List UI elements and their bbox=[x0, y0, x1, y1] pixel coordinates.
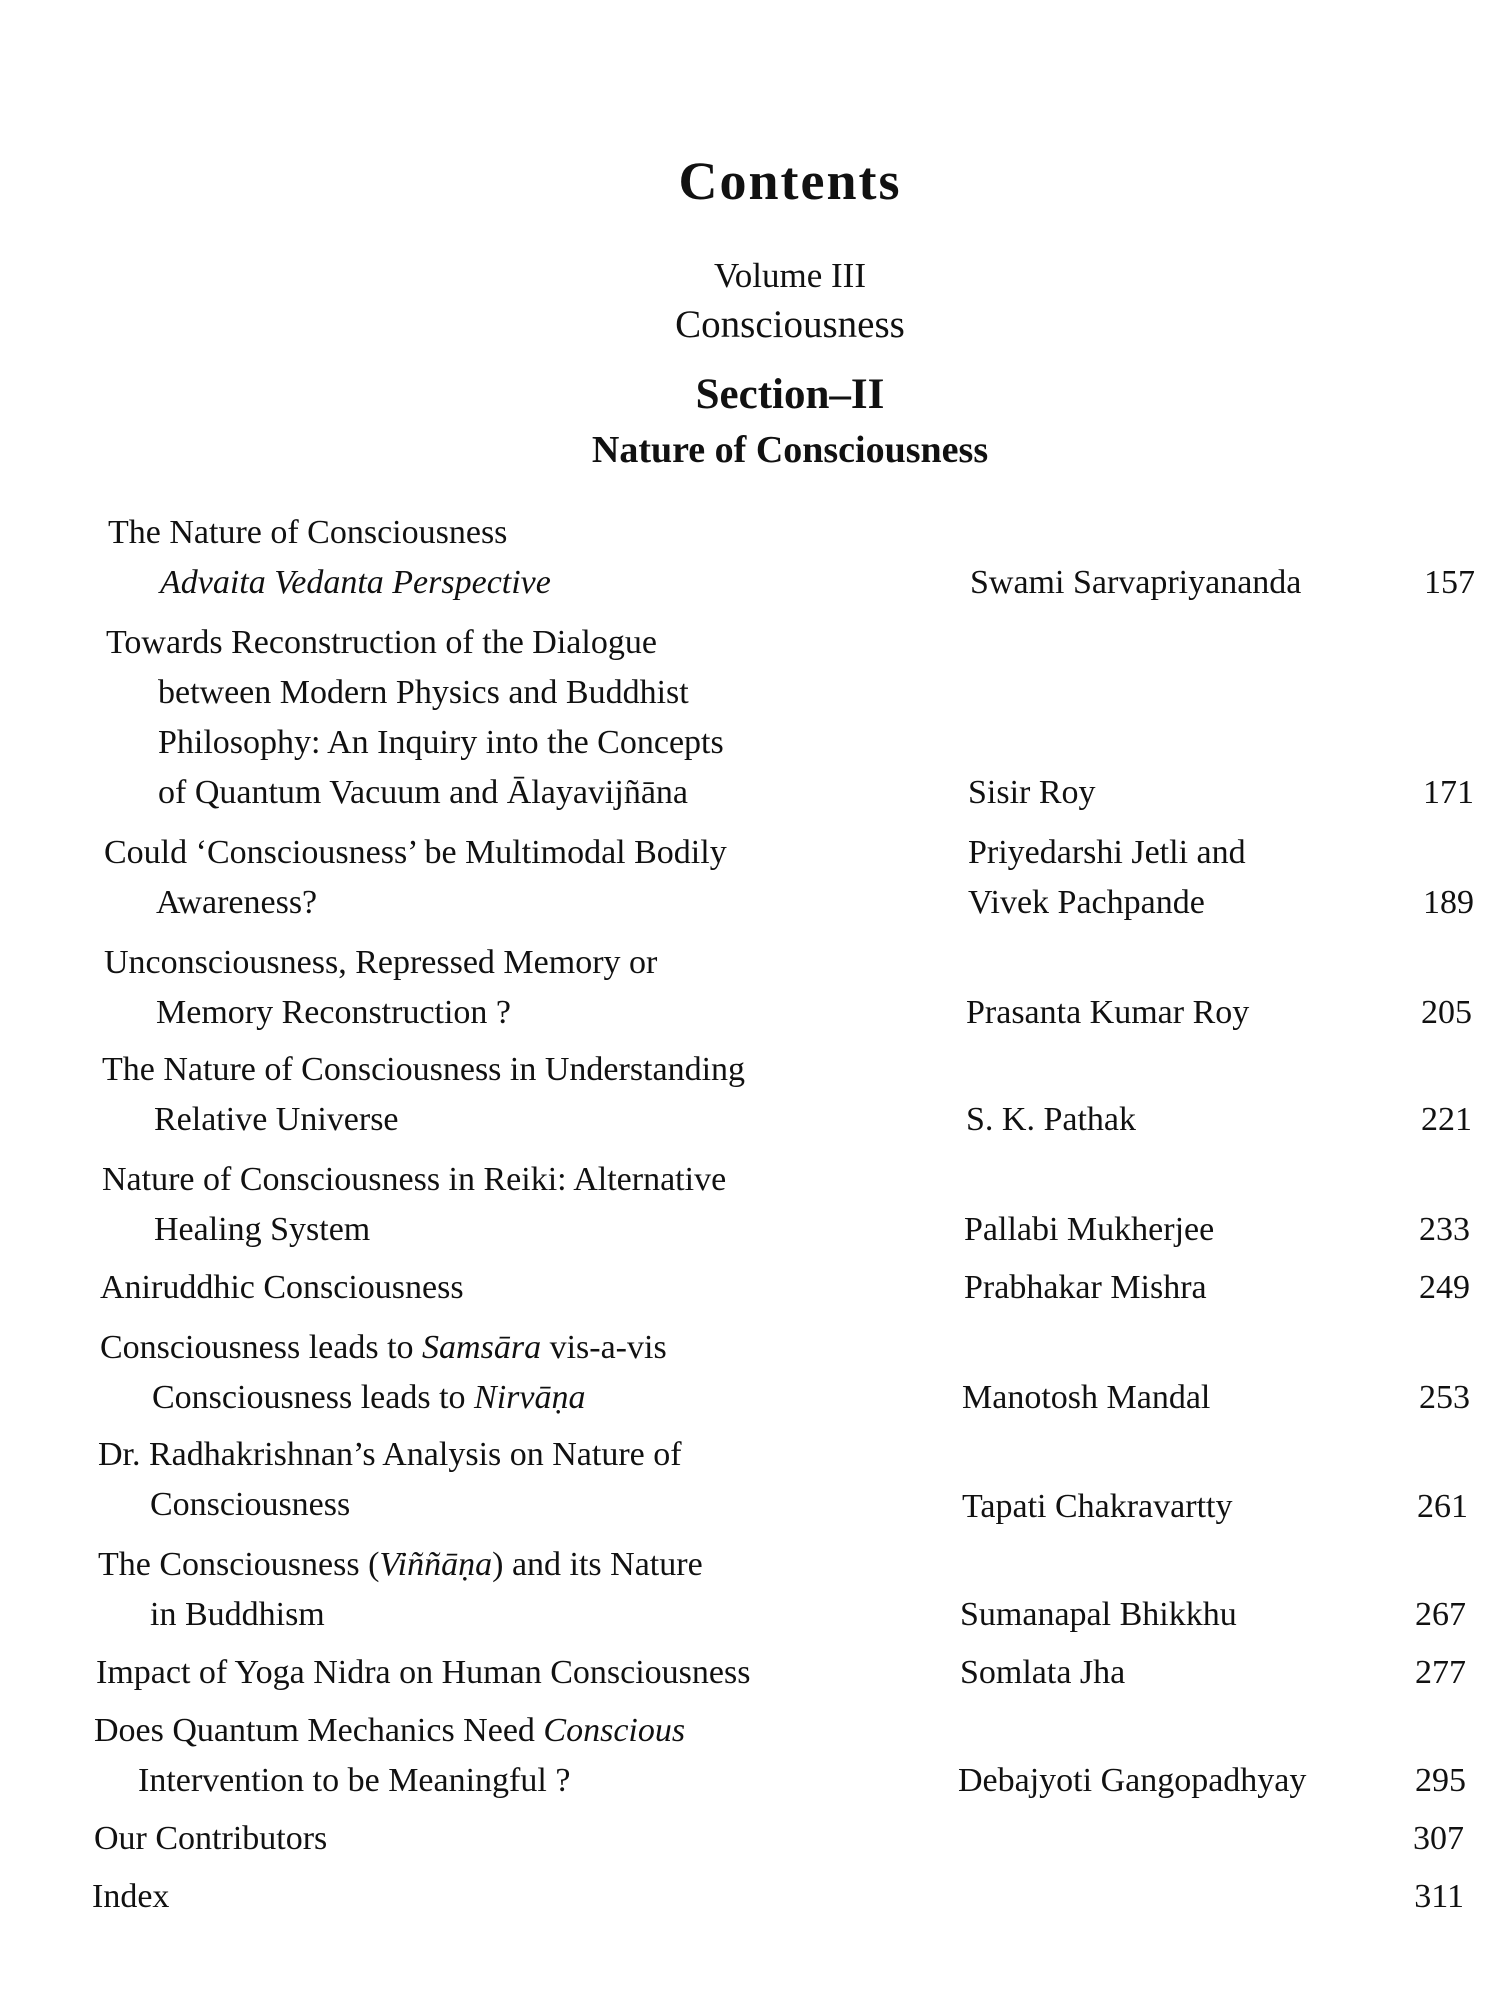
entry-author: Pallabi Mukherjee bbox=[964, 1211, 1215, 1248]
entry-page-number: 267 bbox=[1415, 1596, 1466, 1633]
entry-title-line: Advaita Vedanta Perspective bbox=[160, 564, 551, 601]
page-title: Contents bbox=[678, 151, 902, 211]
entry-author: Swami Sarvapriyananda bbox=[970, 564, 1302, 601]
entry-page-number: 171 bbox=[1423, 774, 1474, 811]
entry-title-line: of Quantum Vacuum and Ālayavijñāna bbox=[158, 774, 689, 811]
entry-page-number: 189 bbox=[1423, 884, 1474, 921]
entry-page-number: 261 bbox=[1417, 1488, 1468, 1525]
entry-title-line: The Nature of Consciousness bbox=[108, 514, 508, 551]
italic-term: Conscious bbox=[543, 1712, 686, 1749]
entry-title-line: Could ‘Consciousness’ be Multimodal Bodily bbox=[104, 834, 727, 871]
entry-title-line: Consciousness leads to Samsāra vis-a-vis bbox=[100, 1329, 667, 1366]
entry-title-line: Dr. Radhakrishnan’s Analysis on Nature of bbox=[98, 1436, 682, 1473]
entry-title-line: Memory Reconstruction ? bbox=[156, 994, 512, 1031]
italic-term: Nirvāṇa bbox=[474, 1379, 586, 1416]
entry-title-line: Intervention to be Meaningful ? bbox=[138, 1762, 571, 1799]
volume-subject: Consciousness bbox=[675, 303, 905, 346]
entry-page-number: 249 bbox=[1419, 1269, 1470, 1306]
entry-page-number: 295 bbox=[1415, 1762, 1466, 1799]
entry-title-line: Index bbox=[92, 1878, 170, 1915]
entry-author: Vivek Pachpande bbox=[968, 884, 1205, 921]
entry-title-line: Consciousness leads to Nirvāṇa bbox=[152, 1379, 586, 1416]
entry-page-number: 157 bbox=[1424, 564, 1475, 601]
section-label: Section–II bbox=[695, 371, 885, 418]
entry-page-number: 253 bbox=[1419, 1379, 1470, 1416]
entry-author: S. K. Pathak bbox=[966, 1101, 1136, 1138]
entry-page-number: 307 bbox=[1413, 1820, 1464, 1857]
entry-title-line: The Nature of Consciousness in Understanding bbox=[102, 1051, 746, 1088]
entry-title-line: Unconsciousness, Repressed Memory or bbox=[104, 944, 658, 981]
entry-title-line: between Modern Physics and Buddhist bbox=[158, 674, 689, 711]
entry-author: Tapati Chakravartty bbox=[962, 1488, 1233, 1525]
entry-title-line: in Buddhism bbox=[150, 1596, 325, 1633]
entry-page-number: 221 bbox=[1421, 1101, 1472, 1138]
entry-title-line: Relative Universe bbox=[154, 1101, 399, 1138]
entry-page-number: 311 bbox=[1414, 1878, 1464, 1915]
entry-title-line: Philosophy: An Inquiry into the Concepts bbox=[158, 724, 724, 761]
entry-author: Sisir Roy bbox=[968, 774, 1096, 811]
entry-page-number: 233 bbox=[1419, 1211, 1470, 1248]
entry-page-number: 277 bbox=[1415, 1654, 1466, 1691]
entry-author: Priyedarshi Jetli and bbox=[968, 834, 1246, 871]
entry-title-line: Awareness? bbox=[156, 884, 318, 921]
entry-title-line: Impact of Yoga Nidra on Human Consciousness bbox=[96, 1654, 751, 1691]
entry-title-line: Does Quantum Mechanics Need Conscious bbox=[94, 1712, 686, 1749]
entry-author: Sumanapal Bhikkhu bbox=[960, 1596, 1237, 1633]
italic-term: Samsāra bbox=[422, 1329, 542, 1366]
entry-title-line: Aniruddhic Consciousness bbox=[100, 1269, 464, 1306]
entry-author: Manotosh Mandal bbox=[962, 1379, 1211, 1416]
entry-title-line: Healing System bbox=[154, 1211, 371, 1248]
entry-title-line: Nature of Consciousness in Reiki: Alternative bbox=[102, 1161, 727, 1198]
entry-author: Somlata Jha bbox=[960, 1654, 1126, 1691]
volume-label: Volume III bbox=[714, 256, 866, 295]
entry-author: Debajyoti Gangopadhyay bbox=[958, 1762, 1307, 1799]
entry-title-line: Our Contributors bbox=[94, 1820, 328, 1857]
entry-title-line: Towards Reconstruction of the Dialogue bbox=[106, 624, 657, 661]
entry-author: Prasanta Kumar Roy bbox=[966, 994, 1250, 1031]
entry-title-line: The Consciousness (Viññāṇa) and its Nature bbox=[98, 1546, 703, 1583]
section-subject: Nature of Consciousness bbox=[591, 429, 989, 471]
entry-page-number: 205 bbox=[1421, 994, 1472, 1031]
italic-term: Viññāṇa bbox=[379, 1546, 493, 1583]
entry-title-line: Consciousness bbox=[150, 1486, 351, 1523]
entry-author: Prabhakar Mishra bbox=[964, 1269, 1207, 1306]
